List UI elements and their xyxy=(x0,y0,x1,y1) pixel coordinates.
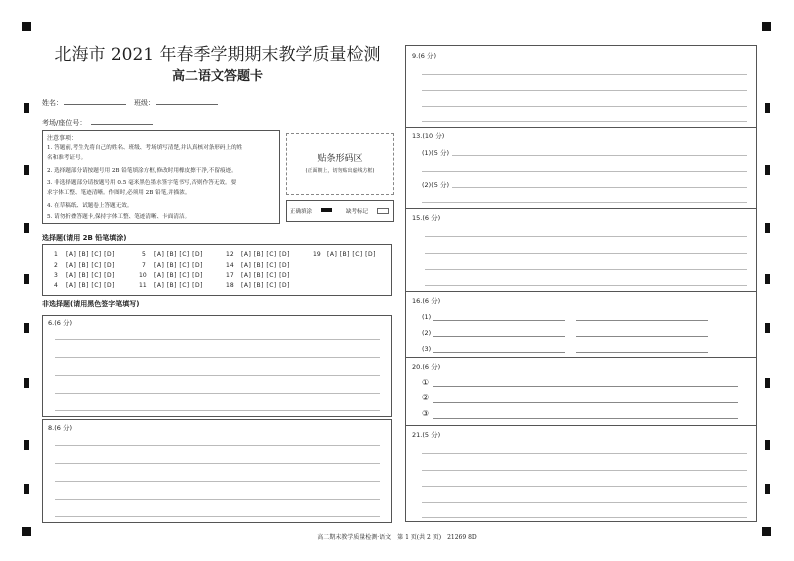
answer-line[interactable] xyxy=(422,121,747,122)
choice-options[interactable]: [A] [B] [C] [D] xyxy=(327,251,376,258)
answer-line[interactable] xyxy=(422,202,747,203)
choice-number: 10 xyxy=(139,272,147,279)
answer-line[interactable] xyxy=(55,410,380,411)
notice-item: 3. 非选择题部分请按题号用 0.5 毫米黑色墨水签字笔书写,否则作答无效。要 xyxy=(47,180,237,186)
answer-line[interactable] xyxy=(422,74,747,75)
answer-line[interactable] xyxy=(422,517,747,518)
sub-label: (1) xyxy=(422,313,432,321)
answer-line[interactable] xyxy=(55,339,380,340)
correct-fill-sample xyxy=(321,208,332,212)
timing-mark xyxy=(24,165,29,175)
answer-line[interactable] xyxy=(422,453,747,454)
timing-mark xyxy=(765,440,770,450)
choice-number: 5 xyxy=(142,251,146,258)
choice-number: 17 xyxy=(226,272,234,279)
choice-options[interactable]: [A] [B] [C] [D] xyxy=(241,272,290,279)
choice-number: 12 xyxy=(226,251,234,258)
timing-mark xyxy=(765,223,770,233)
choice-options[interactable]: [A] [B] [C] [D] xyxy=(154,262,203,269)
choice-options[interactable]: [A] [B] [C] [D] xyxy=(66,262,115,269)
answer-line[interactable] xyxy=(433,352,565,353)
notice-title: 注意事项： xyxy=(47,135,78,142)
choice-options[interactable]: [A] [B] [C] [D] xyxy=(241,251,290,258)
choice-options[interactable]: [A] [B] [C] [D] xyxy=(66,251,115,258)
answer-line[interactable] xyxy=(433,336,565,337)
timing-mark xyxy=(765,103,770,113)
choice-options[interactable]: [A] [B] [C] [D] xyxy=(66,272,115,279)
class-field[interactable] xyxy=(156,104,218,105)
question-label-q13-1: (1)(5 分) xyxy=(422,149,449,157)
question-label-q13: 13.(10 分) xyxy=(412,132,445,140)
barcode-area xyxy=(286,133,394,195)
answer-line[interactable] xyxy=(422,486,747,487)
answer-line[interactable] xyxy=(55,357,380,358)
answer-line[interactable] xyxy=(422,90,747,91)
corner-mark-top-left xyxy=(22,22,31,31)
answer-line[interactable] xyxy=(422,502,747,503)
name-label: 姓名： xyxy=(42,99,63,107)
timing-mark xyxy=(24,378,29,388)
choice-options[interactable]: [A] [B] [C] [D] xyxy=(154,251,203,258)
question-label-q21: 21.(5 分) xyxy=(412,431,441,439)
answer-line[interactable] xyxy=(55,393,380,394)
timing-mark xyxy=(24,274,29,284)
choice-heading: 选择题(请用 2B 铅笔填涂) xyxy=(42,234,127,242)
divider xyxy=(405,357,757,358)
choice-number: 7 xyxy=(142,262,146,269)
answer-line[interactable] xyxy=(576,352,708,353)
answer-line[interactable] xyxy=(433,418,738,419)
choice-number: 18 xyxy=(226,282,234,289)
choice-number: 2 xyxy=(54,262,58,269)
answer-line[interactable] xyxy=(425,253,747,254)
notice-item: 5. 请勿折叠答题卡,保持字体工整、笔迹清晰、卡面清洁。 xyxy=(47,214,191,220)
corner-mark-bottom-left xyxy=(22,527,31,536)
answer-line[interactable] xyxy=(576,320,708,321)
sub-label: ② xyxy=(422,393,430,402)
choice-number: 4 xyxy=(54,282,58,289)
sub-label: (3) xyxy=(422,345,432,353)
notice-item: 2. 选择题部分请按题号用 2B 铅笔填涂方框,修改时用橡皮擦干净,不留痕迹。 xyxy=(47,168,237,174)
page-title: 北海市 2021 年春季学期期末教学质量检测 xyxy=(54,45,381,65)
missing-exam-checkbox[interactable] xyxy=(377,208,389,214)
notice-item: 名和准考证号。 xyxy=(47,155,87,161)
answer-line[interactable] xyxy=(425,269,747,270)
timing-mark xyxy=(765,484,770,494)
missing-exam-label: 缺考标记 xyxy=(346,209,369,215)
corner-mark-bottom-right xyxy=(762,527,771,536)
notice-item: 1. 答题前,考生先将自己的姓名、班级、考场填写清楚,并认真核对条形码上的姓 xyxy=(47,145,243,151)
timing-mark xyxy=(24,103,29,113)
seat-label: 考场/座位号： xyxy=(42,119,87,127)
choice-options[interactable]: [A] [B] [C] [D] xyxy=(154,272,203,279)
timing-mark xyxy=(765,378,770,388)
answer-line[interactable] xyxy=(452,187,747,188)
answer-line[interactable] xyxy=(433,320,565,321)
answer-line[interactable] xyxy=(55,481,380,482)
answer-box-q8 xyxy=(42,419,392,523)
timing-mark xyxy=(24,223,29,233)
name-field[interactable] xyxy=(64,104,126,105)
divider xyxy=(405,208,757,209)
answer-line[interactable] xyxy=(55,516,380,517)
seat-field[interactable] xyxy=(91,124,153,125)
question-label-q15: 15.(6 分) xyxy=(412,214,441,222)
answer-line[interactable] xyxy=(55,463,380,464)
barcode-title: 贴条形码区 xyxy=(317,154,363,164)
sub-label: ③ xyxy=(422,409,430,418)
timing-mark xyxy=(765,274,770,284)
corner-mark-top-right xyxy=(762,22,771,31)
question-label-q8: 8.(6 分) xyxy=(48,424,72,432)
notice-item: 4. 在草稿纸、试题卷上答题无效。 xyxy=(47,203,133,209)
answer-line[interactable] xyxy=(433,386,738,387)
question-label-q6: 6.(6 分) xyxy=(48,319,72,327)
choice-options[interactable]: [A] [B] [C] [D] xyxy=(66,282,115,289)
correct-fill-label: 正确填涂 xyxy=(290,209,313,215)
answer-line[interactable] xyxy=(55,445,380,446)
right-answer-panel xyxy=(405,45,757,522)
answer-line[interactable] xyxy=(425,236,747,237)
choice-number: 14 xyxy=(226,262,234,269)
choice-options[interactable]: [A] [B] [C] [D] xyxy=(154,282,203,289)
page-subtitle: 高二语文答题卡 xyxy=(171,69,263,84)
question-label-q9: 9.(6 分) xyxy=(412,52,436,60)
timing-mark xyxy=(24,484,29,494)
answer-line[interactable] xyxy=(433,402,738,403)
question-label-q13-2: (2)(5 分) xyxy=(422,181,449,189)
nonchoice-heading: 非选择题(请用黑色签字笔填写) xyxy=(42,300,140,308)
notice-item: 求字体工整、笔迹清晰。作图时,必须用 2B 铅笔,并描浓。 xyxy=(47,190,191,196)
page-footer: 高二期末教学质量检测·语文 第 1 页(共 2 页) 21269 8D xyxy=(317,534,477,541)
answer-line[interactable] xyxy=(422,106,747,107)
class-label: 班级： xyxy=(134,99,155,107)
timing-mark xyxy=(24,323,29,333)
answer-line[interactable] xyxy=(55,499,380,500)
divider xyxy=(405,291,757,292)
divider xyxy=(405,127,757,128)
choice-number: 3 xyxy=(54,272,58,279)
choice-options[interactable]: [A] [B] [C] [D] xyxy=(241,282,290,289)
answer-line[interactable] xyxy=(55,375,380,376)
choice-number: 11 xyxy=(139,282,147,289)
answer-line[interactable] xyxy=(422,470,747,471)
timing-mark xyxy=(765,165,770,175)
answer-box-q6 xyxy=(42,315,392,417)
answer-line[interactable] xyxy=(576,336,708,337)
divider xyxy=(405,425,757,426)
choice-number: 1 xyxy=(54,251,58,258)
barcode-hint: (正面朝上，切勿贴出虚线方框) xyxy=(305,168,375,174)
question-label-q20: 20.(6 分) xyxy=(412,363,441,371)
answer-line[interactable] xyxy=(452,155,747,156)
answer-line[interactable] xyxy=(422,171,747,172)
sub-label: (2) xyxy=(422,329,432,337)
question-label-q16: 16.(6 分) xyxy=(412,297,441,305)
choice-number: 19 xyxy=(313,251,321,258)
answer-line[interactable] xyxy=(425,285,747,286)
timing-mark xyxy=(765,323,770,333)
timing-mark xyxy=(24,440,29,450)
choice-options[interactable]: [A] [B] [C] [D] xyxy=(241,262,290,269)
sub-label: ① xyxy=(422,378,430,387)
